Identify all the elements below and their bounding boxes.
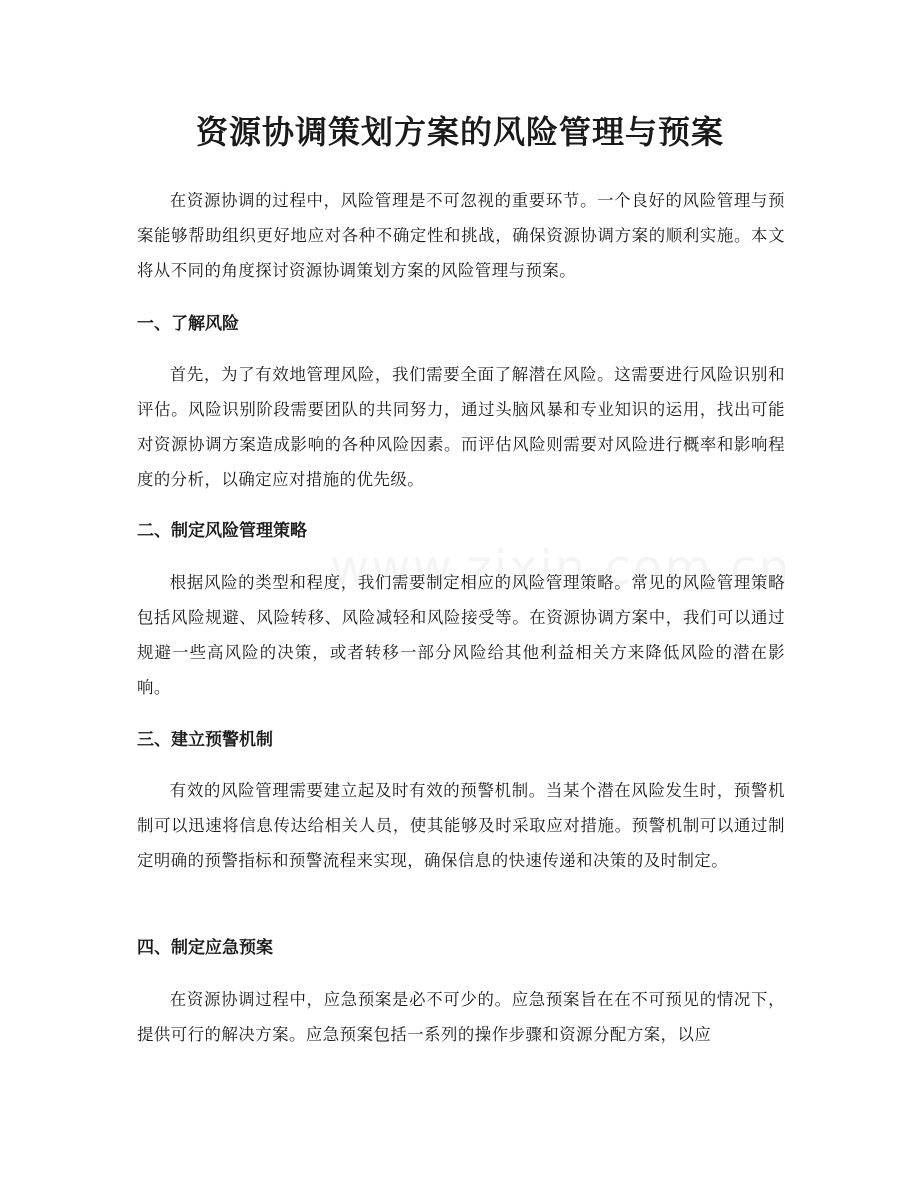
watermark <box>330 540 791 596</box>
section-body-1: 首先，为了有效地管理风险，我们需要全面了解潜在风险。这需要进行风险识别和评估。风险识别阶段需要团队的共同努力，通过头脑风暴和专业知识的运用，找出可能对资源协调方案造成影响的各种风险因素。而评估风险则需要对风险进行概率和影响程度的分析，以确定应对措施的优先级。 <box>137 365 785 489</box>
intro-paragraph: 在资源协调的过程中，风险管理是不可忽视的重要环节。一个良好的风险管理与预案能够帮助组织更好地应对各种不确定性和挑战，确保资源协调方案的顺利实施。本文将从不同的角度探讨资源协调策划方案的风险管理与预案。 <box>137 191 785 280</box>
section-body-3: 有效的风险管理需要建立起及时有效的预警机制。当某个潜在风险发生时，预警机制可以迅速将信息传达给相关人员，使其能够及时采取应对措施。预警机制可以通过制定明确的预警指标和预警流程来实现，确保信息的快速传递和决策的及时制定。 <box>137 781 785 870</box>
section-heading-3: 三、建立预警机制 <box>137 730 273 750</box>
section-heading-4: 四、制定应急预案 <box>137 938 273 958</box>
section-body-2: 根据风险的类型和程度，我们需要制定相应的风险管理策略。常见的风险管理策略包括风险规避、风险转移、风险减轻和风险接受等。在资源协调方案中，我们可以通过规避一些高风险的决策，或者转移一部分风险给其他利益相关方来降低风险的潜在影响。 <box>137 573 785 697</box>
document-title: 资源协调策划方案的风险管理与预案 <box>195 113 724 151</box>
section-heading-2: 二、制定风险管理策略 <box>137 521 307 541</box>
section-heading-1: 一、了解风险 <box>137 314 239 334</box>
section-body-4: 在资源协调过程中，应急预案是必不可少的。应急预案旨在在不可预见的情况下，提供可行的解决方案。应急预案包括一系列的操作步骤和资源分配方案，以应 <box>137 990 785 1044</box>
